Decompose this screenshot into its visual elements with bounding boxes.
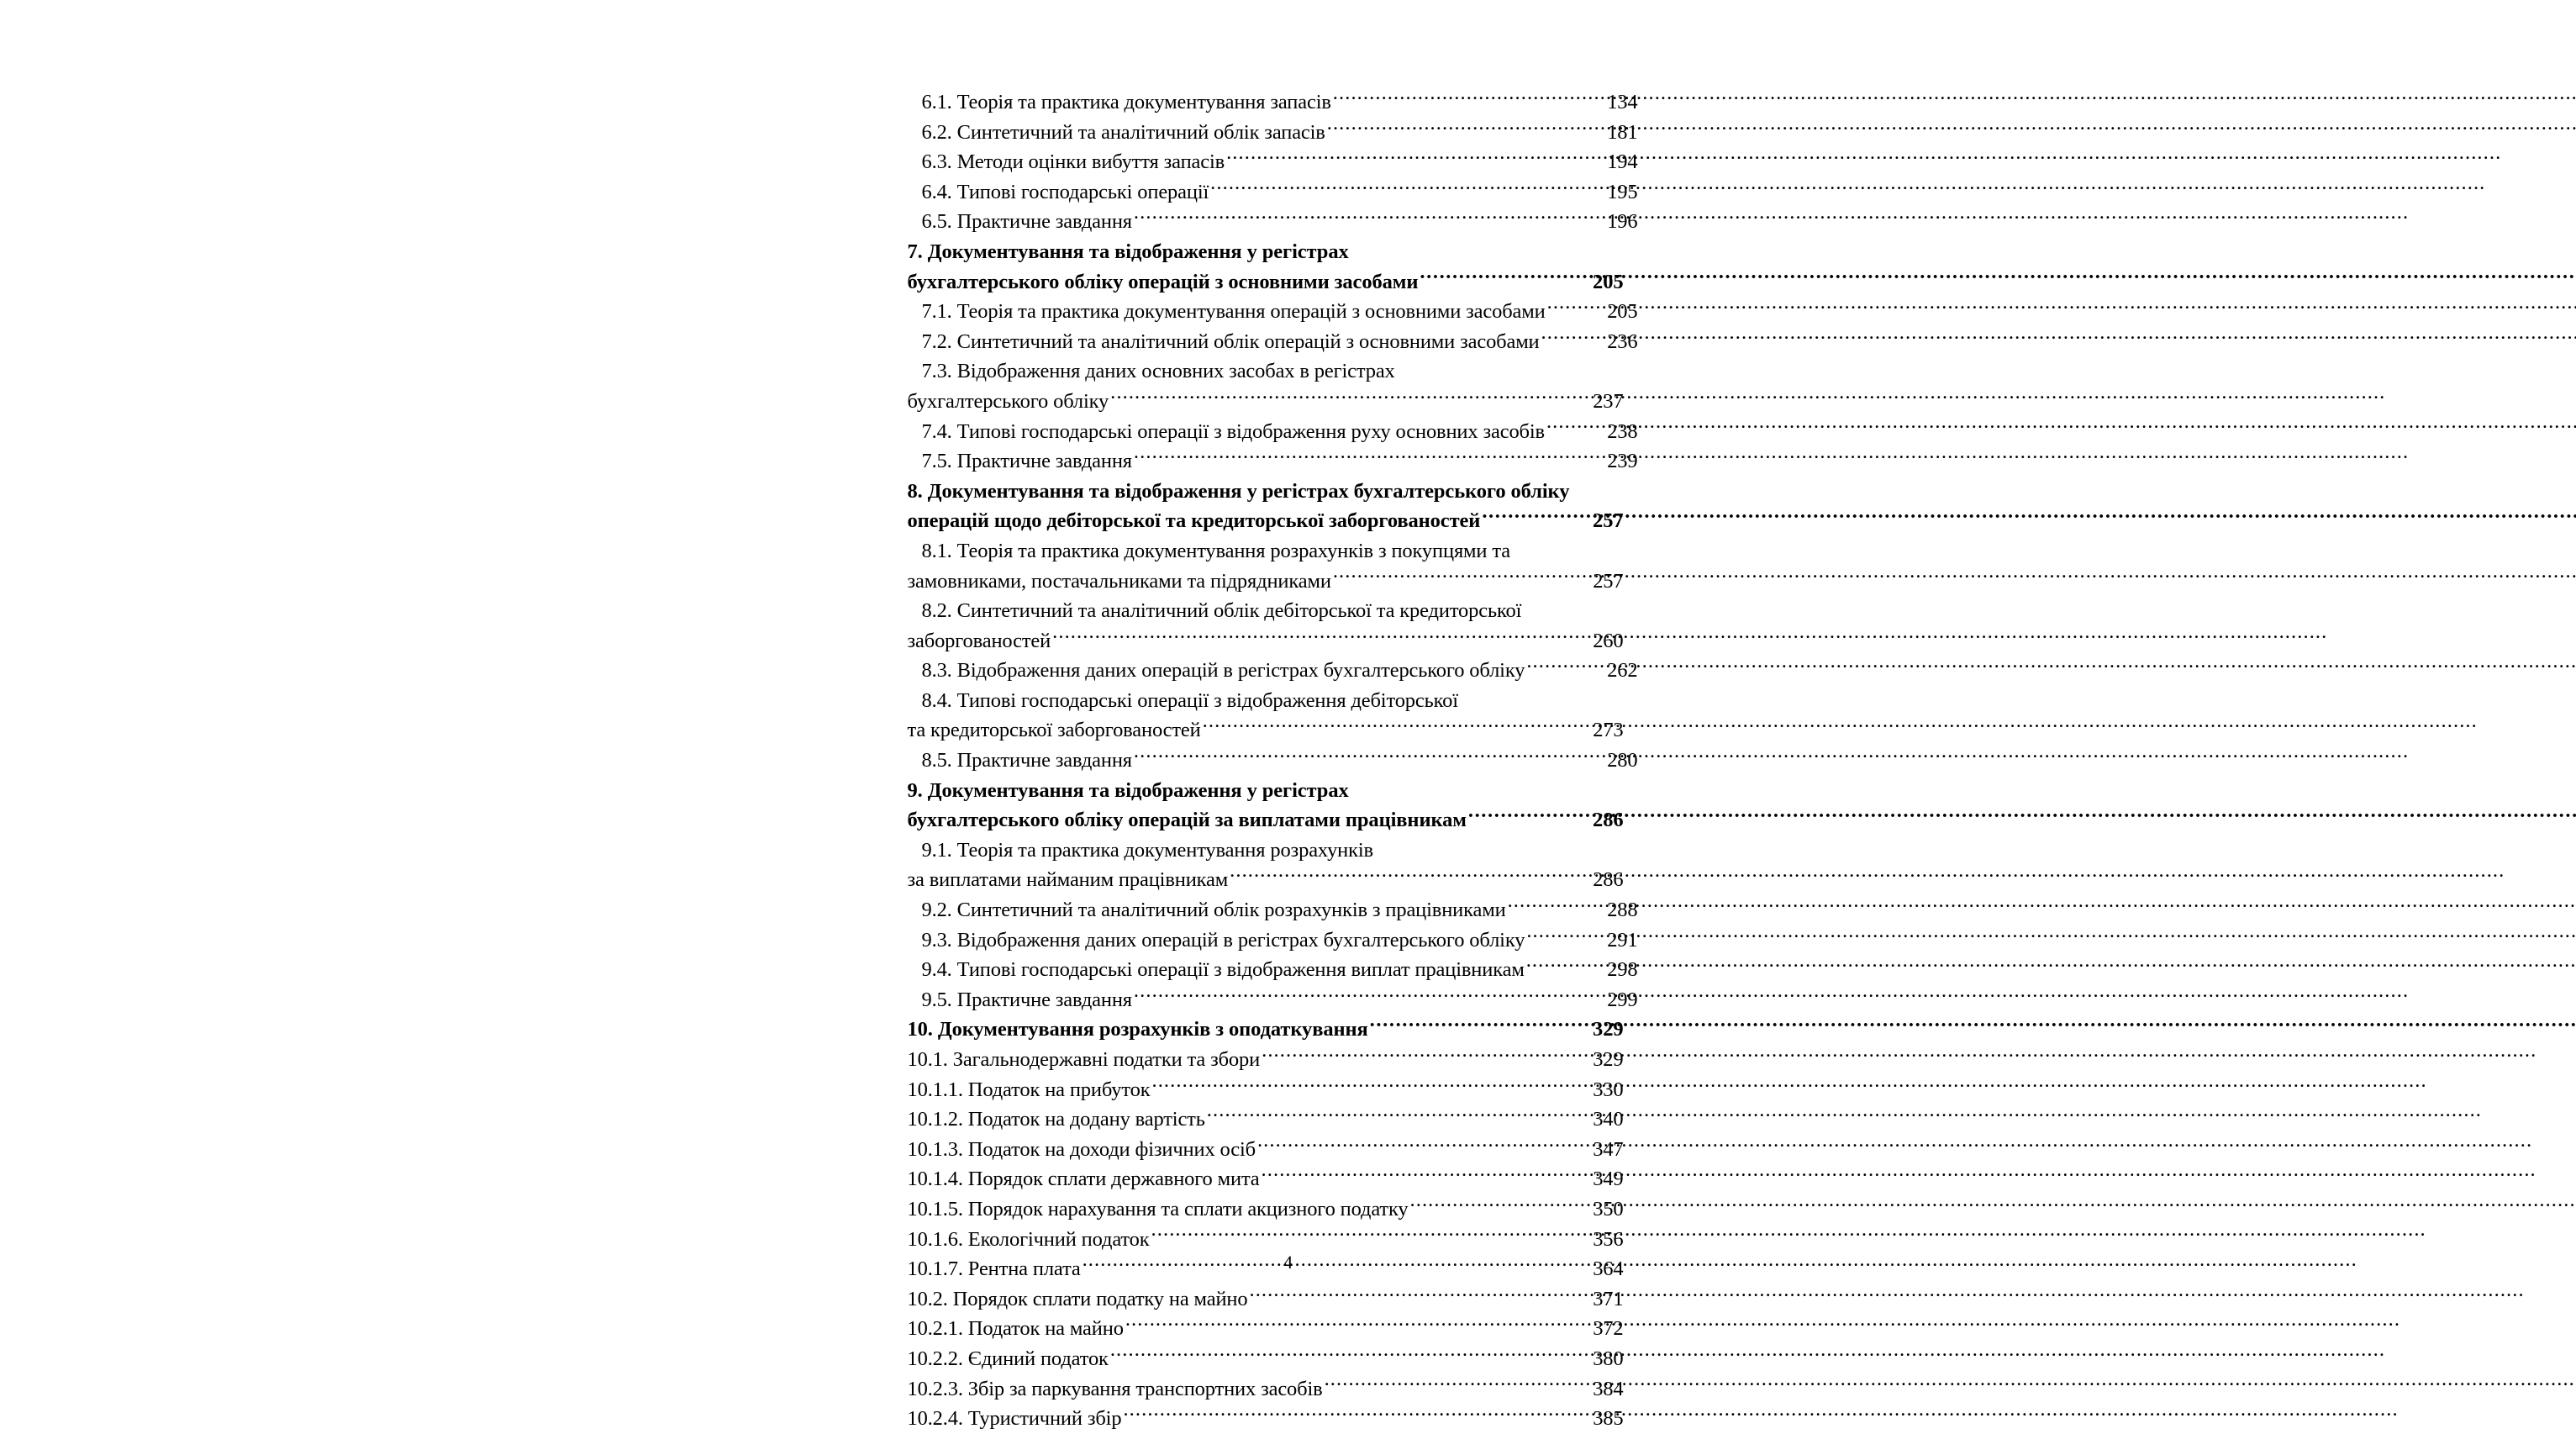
toc-entry-8-3[interactable] — [908, 656, 1638, 686]
toc-leader-dots — [1541, 327, 1593, 348]
toc-entry-label: 6.4. Типові господарські операції — [921, 180, 1209, 203]
toc-entry-page-number: 371 — [1593, 1287, 1624, 1310]
toc-entry-label: 8.4. Типові господарські операції з відображення дебіторської — [921, 688, 1458, 712]
toc-entry-label: 9.2. Синтетичний та аналітичний облік розрахунків з працівниками — [921, 899, 1506, 922]
toc-entry-label: 7.3. Відображення даних основних засобах в регістрах — [921, 360, 1395, 383]
toc-entry-page-number: 372 — [1593, 1317, 1624, 1341]
toc-entry-label: 7.4. Типові господарські операції з відображення руху основних засобів — [921, 419, 1545, 443]
toc-leader-dots — [1257, 1135, 1578, 1156]
toc-entry-8-head-b[interactable] — [908, 506, 1624, 536]
toc-entry-page-number: 195 — [1607, 180, 1638, 203]
toc-entry-label: 8.5. Практичне завдання — [921, 749, 1132, 772]
toc-leader-dots — [1397, 357, 1593, 378]
toc-entry-page-number: 330 — [1593, 1078, 1624, 1101]
toc-entry-page-number: 181 — [1607, 120, 1638, 144]
toc-entry-label: 6.5. Практичне завдання — [921, 210, 1132, 234]
toc-entry-page-number: 194 — [1607, 150, 1638, 174]
toc-leader-dots — [1052, 626, 1578, 647]
toc-entry-page-number: 329 — [1593, 1018, 1624, 1041]
toc-entry-label: бухгалтерського обліку операцій за виплатами працівникам — [907, 809, 1467, 832]
toc-entry-label: 7.5. Практичне завдання — [921, 450, 1132, 473]
toc-leader-dots — [1512, 536, 1593, 557]
toc-entry-7-1[interactable] — [908, 297, 1638, 327]
toc-leader-dots — [1523, 597, 1592, 618]
toc-leader-dots — [1110, 1344, 1578, 1365]
toc-leader-dots — [1370, 1015, 1578, 1036]
toc-leader-dots — [1262, 1165, 1578, 1186]
toc-leader-dots — [1482, 507, 1578, 528]
toc-entry-10-2-4[interactable] — [908, 1404, 1624, 1434]
toc-leader-dots — [1262, 1046, 1578, 1067]
toc-entry-page-number: 356 — [1593, 1227, 1624, 1251]
toc-leader-dots — [1375, 836, 1593, 857]
toc-leader-dots — [1526, 925, 1592, 946]
toc-entry-page-number: 286 — [1593, 868, 1624, 892]
toc-leader-dots — [1151, 1225, 1578, 1246]
toc-entry-label: 9.1. Теорія та практика документування розрахунків — [921, 838, 1373, 862]
toc-leader-dots — [1351, 237, 1578, 258]
toc-entry-label: 9.3. Відображення даних операцій в регістрах бухгалтерського обліку — [921, 928, 1525, 952]
toc-leader-dots — [1110, 387, 1578, 408]
table-of-contents — [907, 87, 1638, 1434]
toc-entry-label: заборгованостей — [907, 629, 1051, 652]
toc-entry-page-number: 288 — [1607, 899, 1638, 922]
toc-leader-dots — [1547, 298, 1593, 319]
toc-entry-page-number: 236 — [1607, 330, 1638, 353]
toc-entry-label: та кредиторської заборгованостей — [907, 719, 1201, 742]
toc-entry-7-3-b[interactable] — [908, 387, 1624, 417]
toc-leader-dots — [1151, 1075, 1578, 1096]
toc-entry-page-number: 280 — [1607, 749, 1638, 772]
toc-entry-label: 9.4. Типові господарські операції з відображення виплат працівникам — [921, 958, 1525, 982]
toc-entry-page-number: 134 — [1607, 91, 1638, 113]
toc-entry-8-1-b[interactable] — [908, 567, 1624, 597]
toc-leader-dots — [1226, 148, 1592, 169]
toc-entry-7-head-b[interactable] — [908, 267, 1624, 298]
toc-entry-6-5[interactable] — [908, 207, 1638, 237]
toc-leader-dots — [1134, 447, 1593, 468]
toc-entry-label: 10.2.4. Туристичний збір — [907, 1407, 1122, 1431]
toc-entry-label: 8.2. Синтетичний та аналітичний облік дебіторської та кредиторської — [921, 599, 1522, 623]
page-folio-number: 4 — [1283, 1252, 1293, 1273]
toc-entry-page-number: 273 — [1593, 719, 1624, 742]
toc-entry-label: операцій щодо дебіторської та кредиторської заборгованостей — [907, 509, 1481, 533]
toc-leader-dots — [1134, 985, 1593, 1006]
toc-leader-dots — [1210, 177, 1592, 198]
toc-entry-page-number: 291 — [1607, 928, 1638, 952]
toc-entry-page-number: 286 — [1593, 809, 1624, 832]
toc-leader-dots — [1325, 1374, 1578, 1395]
toc-entry-label: 8.3. Відображення даних операцій в регістрах бухгалтерського обліку — [921, 659, 1525, 683]
toc-entry-7-2[interactable] — [908, 327, 1638, 357]
toc-leader-dots — [1571, 477, 1578, 498]
toc-entry-label: за виплатами найманим працівникам — [907, 868, 1229, 892]
toc-entry-label: 6.1. Теорія та практика документування запасів — [921, 91, 1331, 113]
toc-entry-label: 10.1.7. Рентна плата — [907, 1257, 1081, 1281]
toc-leader-dots — [1134, 208, 1593, 229]
toc-entry-label: 7. Документування та відображення у регістрах — [907, 240, 1349, 263]
toc-leader-dots — [1134, 746, 1593, 767]
toc-entry-label: замовниками, постачальниками та підрядниками — [907, 569, 1331, 593]
toc-entry-page-number: 299 — [1607, 988, 1638, 1011]
toc-entry-page-number: 238 — [1607, 419, 1638, 443]
toc-entry-page-number: 340 — [1593, 1108, 1624, 1131]
toc-leader-dots — [1249, 1284, 1578, 1305]
toc-leader-dots — [1125, 1315, 1578, 1336]
toc-entry-label: 10.2.1. Податок на майно — [907, 1317, 1124, 1341]
toc-entry-page-number: 257 — [1593, 509, 1624, 533]
toc-entry-label: 10.1.2. Податок на додану вартість — [907, 1108, 1205, 1131]
toc-leader-dots — [1460, 686, 1593, 707]
toc-leader-dots — [1123, 1405, 1578, 1426]
toc-entry-label: 6.2. Синтетичний та аналітичний облік запасів — [921, 120, 1325, 144]
toc-entry-page-number: 262 — [1607, 659, 1638, 683]
toc-entry-page-number: 350 — [1593, 1197, 1624, 1220]
toc-leader-dots — [1351, 776, 1578, 797]
toc-entry-page-number: 196 — [1607, 210, 1638, 234]
toc-leader-dots — [1546, 417, 1593, 438]
toc-entry-page-number: 385 — [1593, 1407, 1624, 1431]
toc-entry-label: 10.2.3. Збір за паркування транспортних засобів — [907, 1377, 1323, 1400]
toc-entry-label: 10.1.4. Порядок сплати державного мита — [907, 1168, 1260, 1191]
toc-entry-page-number: 239 — [1607, 450, 1638, 473]
toc-entry-label: 7.2. Синтетичний та аналітичний облік операцій з основними засобами — [921, 330, 1540, 353]
toc-entry-page-number: 380 — [1593, 1347, 1624, 1370]
toc-entry-page-number: 257 — [1593, 569, 1624, 593]
toc-entry-label: 8.1. Теорія та практика документування розрахунків з покупцями та — [921, 539, 1510, 562]
toc-entry-page-number: 237 — [1593, 389, 1624, 413]
toc-entry-label: 10.2.2. Єдиний податок — [907, 1347, 1109, 1370]
toc-leader-dots — [1468, 806, 1578, 827]
toc-leader-dots — [1327, 118, 1593, 139]
toc-entry-label: 6.3. Методи оцінки вибуття запасів — [921, 150, 1225, 174]
toc-entry-label: 10.1.5. Порядок нарахування та сплати акцизного податку — [907, 1197, 1409, 1220]
toc-entry-label: 9. Документування та відображення у регістрах — [907, 778, 1349, 802]
toc-leader-dots — [1333, 88, 1593, 109]
toc-entry-label: бухгалтерського обліку — [907, 389, 1109, 413]
toc-entry-8-5[interactable] — [908, 746, 1638, 776]
toc-entry-9-head-b[interactable] — [908, 805, 1624, 836]
toc-entry-page-number: 347 — [1593, 1137, 1624, 1161]
toc-entry-7-5[interactable] — [908, 446, 1638, 477]
toc-leader-dots — [1207, 1105, 1578, 1126]
toc-entry-label: 10.1.3. Податок на доходи фізичних осіб — [907, 1137, 1256, 1161]
toc-entry-label: 8. Документування та відображення у регістрах бухгалтерського обліку — [907, 479, 1570, 503]
toc-leader-dots — [1410, 1194, 1578, 1215]
toc-entry-label: бухгалтерського обліку операцій з основними засобами — [907, 270, 1419, 293]
toc-leader-dots — [1203, 716, 1578, 737]
toc-entry-label: 10.1. Загальнодержавні податки та збори — [907, 1048, 1261, 1071]
toc-leader-dots — [1420, 267, 1578, 288]
toc-entry-page-number: 260 — [1593, 629, 1624, 652]
toc-entry-page-number: 298 — [1607, 958, 1638, 982]
toc-entry-label: 10.1.6. Екологічний податок — [907, 1227, 1150, 1251]
toc-entry-8-2-b[interactable] — [908, 626, 1624, 656]
toc-entry-page-number: 364 — [1593, 1257, 1624, 1281]
toc-leader-dots — [1526, 956, 1593, 977]
document-page — [809, 0, 1768, 1431]
toc-entry-label: 9.5. Практичне завдання — [921, 988, 1132, 1011]
toc-entry-label: 7.1. Теорія та практика документування операцій з основними засобами — [921, 300, 1546, 324]
toc-entry-label: 10.1.1. Податок на прибуток — [907, 1078, 1151, 1101]
toc-entry-page-number: 205 — [1593, 270, 1624, 293]
toc-entry-page-number: 205 — [1607, 300, 1638, 324]
toc-entry-page-number: 384 — [1593, 1377, 1624, 1400]
toc-entry-label: 10.2. Порядок сплати податку на майно — [907, 1287, 1248, 1310]
toc-entry-page-number: 329 — [1593, 1048, 1624, 1071]
toc-leader-dots — [1508, 896, 1593, 917]
toc-leader-dots — [1333, 567, 1578, 588]
toc-entry-page-number: 349 — [1593, 1168, 1624, 1191]
toc-entry-label: 10. Документування розрахунків з оподаткування — [907, 1018, 1368, 1041]
toc-leader-dots — [1526, 656, 1592, 677]
toc-leader-dots — [1230, 866, 1578, 887]
